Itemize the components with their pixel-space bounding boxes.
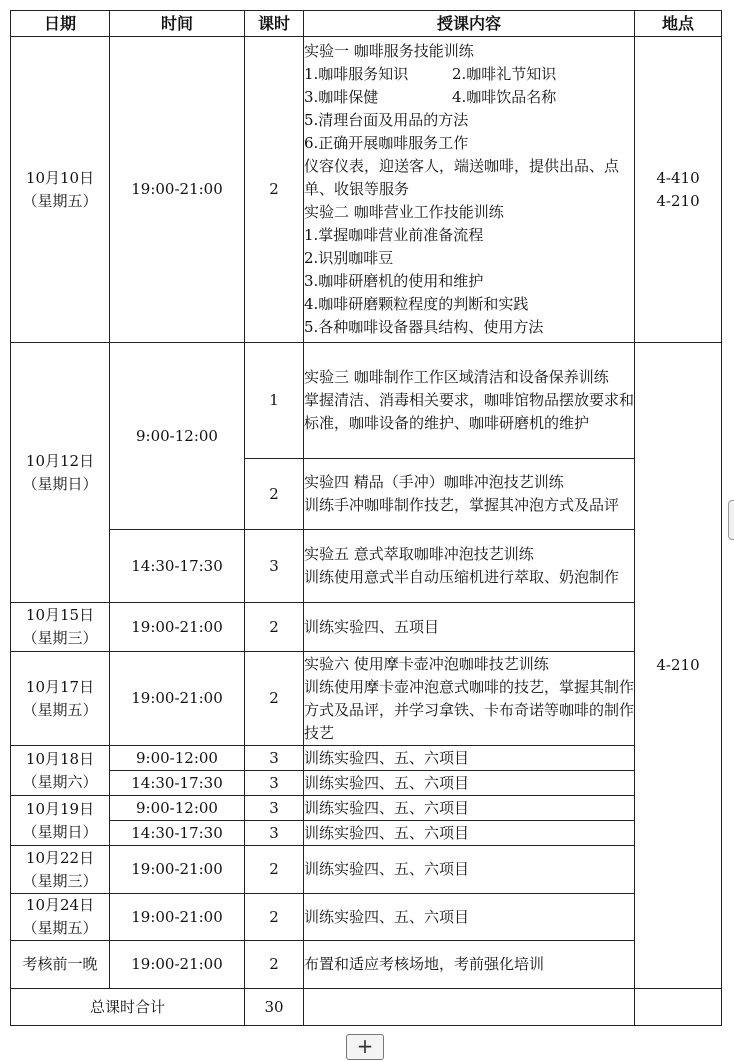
date-text: 10月18日 — [25, 749, 95, 768]
time-cell: 19:00-21:00 — [110, 652, 245, 746]
table-row — [11, 771, 722, 796]
content-line: 3.咖啡研磨机的使用和维护 — [304, 272, 484, 290]
content-cell — [304, 652, 635, 746]
date-text: 10月22日 — [25, 848, 95, 867]
content-item: 3.咖啡保健 — [304, 88, 379, 106]
content-line: 训练使用意式半自动压缩机进行萃取、奶泡制作 — [304, 568, 620, 586]
table-row — [11, 343, 722, 459]
empty-cell — [635, 989, 722, 1026]
weekday-text: （星期三） — [22, 629, 98, 647]
total-label: 总课时合计 — [11, 989, 245, 1026]
place-cell: 4-210 — [635, 343, 722, 989]
content-cell: 训练实验四、五、六项目 — [304, 894, 635, 941]
place-text: 4-410 — [656, 168, 700, 187]
content-line: 训练手冲咖啡制作技艺，掌握其冲泡方式及品评 — [304, 496, 620, 514]
table-row — [11, 603, 722, 652]
schedule-table — [10, 10, 722, 1026]
content-line: 训练使用摩卡壶冲泡意式咖啡的技艺，掌握其制作方式及品评，并学习拿铁、卡布奇诺等咖啡的制作技艺 — [304, 677, 635, 742]
weekday-text: （星期五） — [22, 191, 98, 210]
header-row — [11, 11, 722, 37]
content-line: 2.识别咖啡豆 — [304, 249, 394, 267]
hours-cell: 3 — [245, 796, 304, 821]
time-cell: 9:00-12:00 — [110, 746, 245, 771]
date-text: 10月10日 — [25, 168, 95, 187]
content-line: 5.各种咖啡设备器具结构、使用方法 — [304, 318, 544, 336]
total-row — [11, 989, 722, 1026]
content-line: 实验三 咖啡制作工作区域清洁和设备保养训练 — [304, 368, 609, 386]
weekday-text: （星期日） — [22, 822, 98, 841]
content-cell: 训练实验四、五、六项目 — [304, 821, 635, 846]
time-cell: 9:00-12:00 — [110, 796, 245, 821]
hours-cell: 2 — [245, 894, 304, 941]
date-cell — [11, 652, 110, 746]
table-row — [11, 846, 722, 894]
total-value: 30 — [245, 989, 304, 1026]
header-time: 时间 — [110, 11, 245, 37]
time-cell: 19:00-21:00 — [110, 941, 245, 989]
content-cell — [304, 530, 635, 603]
hours-cell: 2 — [245, 603, 304, 652]
table-row — [11, 37, 722, 343]
header-hours: 课时 — [245, 11, 304, 37]
table-row — [11, 821, 722, 846]
hours-cell: 3 — [245, 530, 304, 603]
weekday-text: （星期日） — [22, 474, 98, 493]
date-text: 10月17日 — [25, 677, 95, 696]
content-cell: 训练实验四、五项目 — [304, 603, 635, 652]
hours-cell: 2 — [245, 846, 304, 894]
content-line: 实验六 使用摩卡壶冲泡咖啡技艺训练 — [304, 654, 549, 673]
date-cell: 考核前一晚 — [11, 941, 110, 989]
empty-cell — [304, 989, 635, 1026]
content-line: 实验一 咖啡服务技能训练 — [304, 42, 474, 60]
date-cell — [11, 343, 110, 603]
content-cell — [304, 343, 635, 459]
hours-cell: 2 — [245, 459, 304, 530]
content-line: 4.咖啡研磨颗粒程度的判断和实践 — [304, 295, 529, 313]
content-item: 4.咖啡饮品名称 — [452, 88, 557, 106]
hours-cell: 3 — [245, 746, 304, 771]
time-cell: 19:00-21:00 — [110, 37, 245, 343]
content-line: 实验二 咖啡营业工作技能训练 — [304, 203, 504, 221]
content-cell: 训练实验四、五、六项目 — [304, 796, 635, 821]
place-cell — [635, 37, 722, 343]
content-line: 5.清理台面及用品的方法 — [304, 111, 469, 129]
table-row — [11, 530, 722, 603]
time-cell: 19:00-21:00 — [110, 894, 245, 941]
weekday-text: （星期五） — [22, 919, 98, 937]
content-item: 2.咖啡礼节知识 — [452, 65, 557, 83]
content-line: 仪容仪表，迎送客人，端送咖啡，提供出品、点单、收银等服务 — [304, 157, 620, 198]
content-cell: 布置和适应考核场地，考前强化培训 — [304, 941, 635, 989]
content-cell: 训练实验四、五、六项目 — [304, 846, 635, 894]
time-cell: 14:30-17:30 — [110, 530, 245, 603]
table-row — [11, 652, 722, 746]
date-cell — [11, 796, 110, 846]
resize-handle[interactable] — [728, 500, 734, 540]
date-cell — [11, 846, 110, 894]
date-text: 10月12日 — [25, 451, 95, 470]
place-text: 4-210 — [656, 191, 700, 210]
header-place: 地点 — [635, 11, 722, 37]
time-cell: 19:00-21:00 — [110, 603, 245, 652]
date-cell — [11, 894, 110, 941]
date-text: 10月15日 — [25, 606, 95, 624]
hours-cell: 2 — [245, 652, 304, 746]
content-item: 1.咖啡服务知识 — [304, 65, 409, 83]
weekday-text: （星期三） — [22, 871, 98, 890]
weekday-text: （星期五） — [22, 700, 98, 719]
time-cell: 14:30-17:30 — [110, 771, 245, 796]
table-row — [11, 894, 722, 941]
hours-cell: 1 — [245, 343, 304, 459]
date-text: 10月24日 — [25, 896, 95, 914]
content-cell: 训练实验四、五、六项目 — [304, 771, 635, 796]
weekday-text: （星期六） — [22, 772, 98, 791]
hours-cell: 2 — [245, 941, 304, 989]
time-cell: 9:00-12:00 — [110, 343, 245, 530]
date-cell — [11, 746, 110, 796]
content-line: 实验四 精品（手冲）咖啡冲泡技艺训练 — [304, 473, 564, 491]
content-line: 掌握清洁、消毒相关要求，咖啡馆物品摆放要求和标准，咖啡设备的维护、咖啡研磨机的维护 — [304, 391, 635, 432]
content-line — [304, 86, 634, 109]
add-row-button[interactable]: + — [346, 1034, 384, 1060]
content-cell: 训练实验四、五、六项目 — [304, 746, 635, 771]
table-row — [11, 746, 722, 771]
header-date: 日期 — [11, 11, 110, 37]
hours-cell: 2 — [245, 37, 304, 343]
hours-cell: 3 — [245, 821, 304, 846]
table-row — [11, 796, 722, 821]
time-cell: 19:00-21:00 — [110, 846, 245, 894]
date-cell — [11, 37, 110, 343]
date-text: 10月19日 — [25, 799, 95, 818]
content-line: 6.正确开展咖啡服务工作 — [304, 134, 469, 152]
header-content: 授课内容 — [304, 11, 635, 37]
content-line: 实验五 意式萃取咖啡冲泡技艺训练 — [304, 545, 534, 563]
content-cell — [304, 459, 635, 530]
content-line — [304, 63, 634, 86]
date-cell — [11, 603, 110, 652]
content-cell — [304, 37, 635, 343]
content-line: 1.掌握咖啡营业前准备流程 — [304, 226, 484, 244]
time-cell: 14:30-17:30 — [110, 821, 245, 846]
hours-cell: 3 — [245, 771, 304, 796]
table-row — [11, 941, 722, 989]
